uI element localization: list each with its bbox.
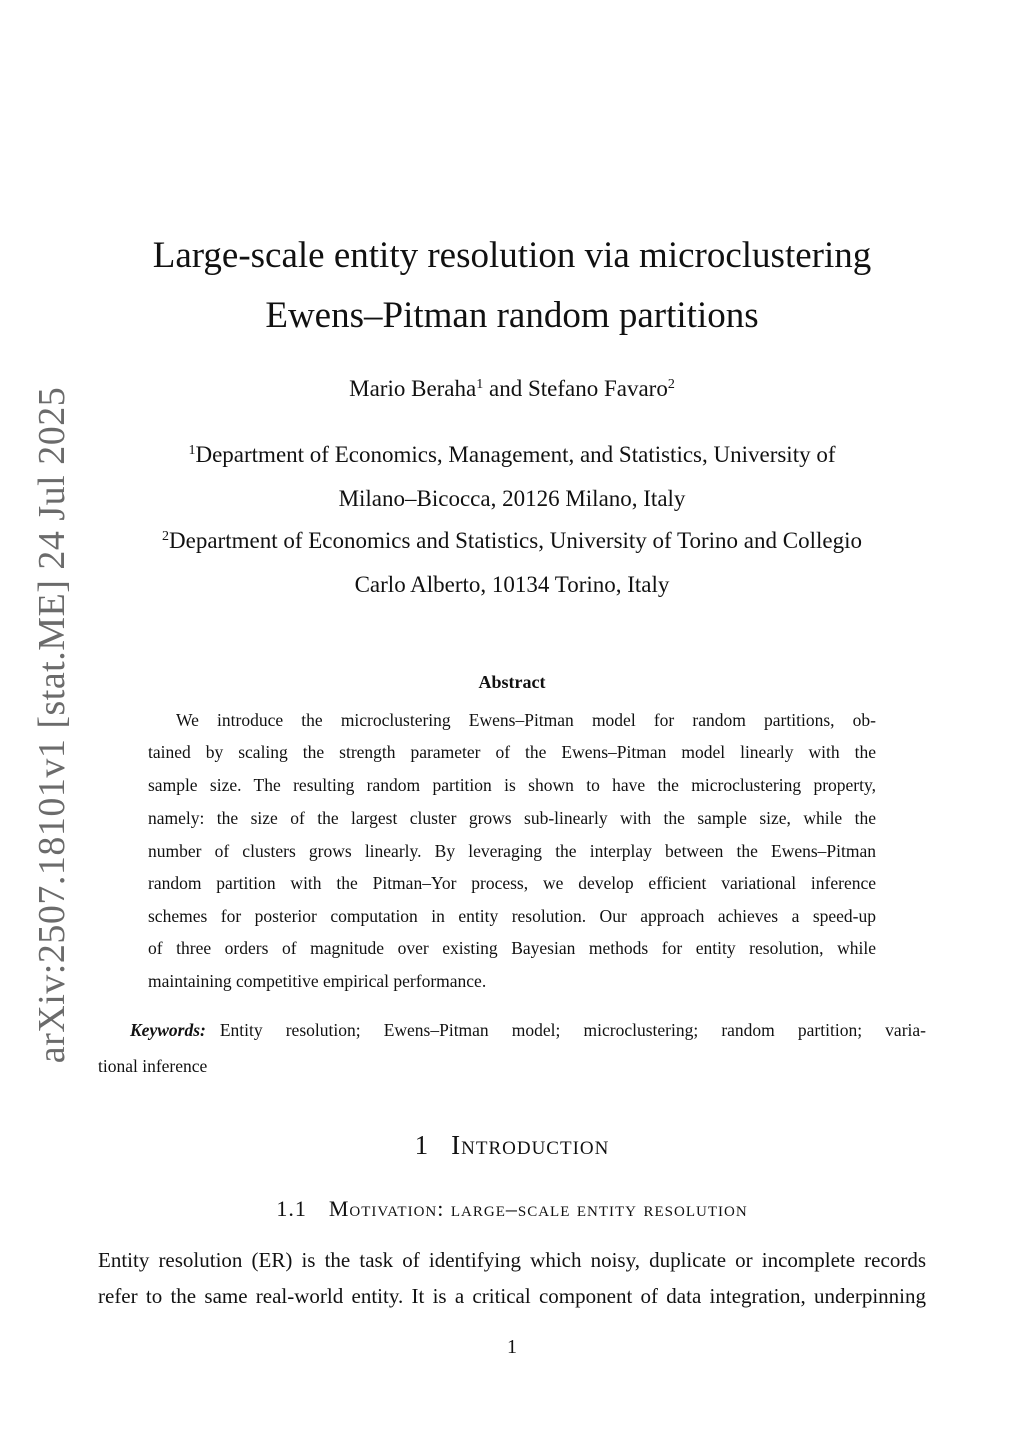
subsection-heading [0, 1196, 1024, 1222]
body-text-line: refer to the same real-world entity. It is a critical component of data integration, underpinning [98, 1284, 926, 1308]
abstract-line: random partition with the Pitman–Yor process, we develop efficient variational inference [148, 873, 876, 893]
keywords-line-2: tional inference [98, 1056, 208, 1076]
abstract-line: tained by scaling the strength parameter of the Ewens–Pitman model linearly with the [148, 742, 876, 762]
affiliation-1-line-2: Milano–Bicocca, 20126 Milano, Italy [338, 486, 686, 511]
paper-title-line-2: Ewens–Pitman random partitions [265, 295, 759, 336]
affiliation-1-line-1 [0, 442, 1024, 468]
affiliation-mark: 2 [162, 529, 170, 544]
abstract-line: maintaining competitive empirical performance. [148, 971, 487, 991]
paper-title-line-1: Large-scale entity resolution via microclustering [152, 235, 872, 276]
abstract-line: schemes for posterior computation in entity resolution. Our approach achieves a speed-up [148, 906, 876, 926]
affiliation-text: Department of Economics, Management, and Statistics, University of [195, 442, 836, 467]
affiliation-mark: 1 [188, 443, 196, 458]
abstract-line: of three orders of magnitude over existing Bayesian methods for entity resolution, while [148, 938, 876, 958]
affiliation-text: Department of Economics and Statistics, University of Torino and Collegio [169, 528, 862, 553]
author-name: Stefano Favaro [527, 376, 668, 401]
keywords-label: Keywords: [130, 1020, 206, 1040]
abstract-line: namely: the size of the largest cluster grows sub-linearly with the sample size, while the [148, 808, 876, 828]
section-number: 1 [414, 1130, 430, 1160]
author-name: Mario Beraha [349, 376, 477, 401]
abstract-line: number of clusters grows linearly. By leveraging the interplay between the Ewens–Pitman [148, 841, 876, 861]
abstract-line: We introduce the microclustering Ewens–Pitman model for random partitions, ob- [176, 710, 876, 730]
abstract-heading: Abstract [478, 672, 546, 692]
author-connector: and [488, 376, 523, 401]
author-list [0, 376, 1024, 402]
keywords-text: Entity resolution; Ewens–Pitman model; microclustering; random partition; varia- [219, 1020, 926, 1040]
author-affiliation-mark: 2 [667, 377, 675, 392]
body-text-line: Entity resolution (ER) is the task of identifying which noisy, duplicate or incomplete records [98, 1248, 926, 1272]
author-affiliation-mark: 1 [476, 377, 484, 392]
page-number: 1 [507, 1336, 517, 1358]
abstract-line: sample size. The resulting random partition is shown to have the microclustering property, [148, 775, 876, 795]
affiliation-2-line-1 [0, 528, 1024, 554]
affiliation-2-line-2: Carlo Alberto, 10134 Torino, Italy [354, 572, 670, 597]
section-heading [0, 1130, 1024, 1161]
keywords-line-1 [130, 1020, 926, 1041]
arxiv-identifier: arXiv:2507.18101v1 [stat.ME] 24 Jul 2025 [31, 386, 73, 1064]
subsection-number: 1.1 [276, 1196, 307, 1221]
section-title: Introduction [451, 1130, 610, 1160]
subsection-title: Motivation: large–scale entity resolution [328, 1196, 748, 1221]
